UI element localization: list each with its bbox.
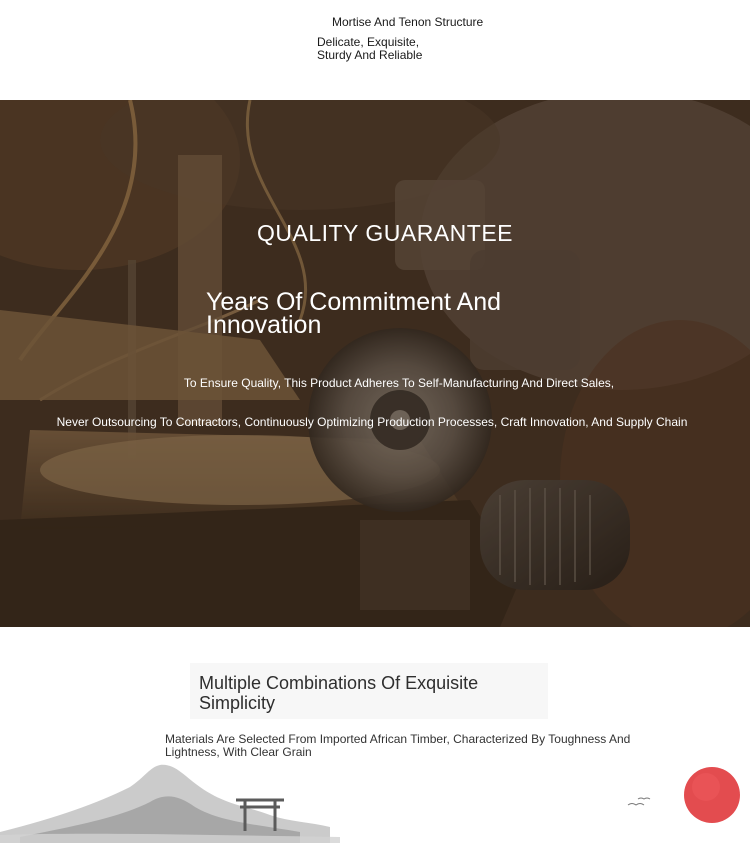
commitment-title xyxy=(206,288,566,339)
combinations-title xyxy=(199,673,539,713)
quality-description-line-2: Never Outsourcing To Contractors, Continuously Optimizing Production Processes, Craft Innovation, And Supply Chain xyxy=(56,415,688,429)
combinations-title-line-2: Simplicity xyxy=(199,693,276,713)
quality-guarantee-heading: QUALITY GUARANTEE xyxy=(256,220,514,246)
structure-title: Mortise And Tenon Structure xyxy=(332,15,484,29)
structure-subtitle-line-2: Sturdy And Reliable xyxy=(317,48,423,62)
combinations-section xyxy=(0,627,750,843)
materials-description-line-2: Lightness, With Clear Grain xyxy=(165,745,312,759)
hero-dark-overlay xyxy=(0,100,750,627)
structure-subtitle-line-1: Delicate, Exquisite, xyxy=(317,35,420,49)
quality-hero-banner xyxy=(0,100,750,627)
top-section xyxy=(0,0,750,100)
materials-description-line-1: Materials Are Selected From Imported African Timber, Characterized By Toughness And xyxy=(165,732,631,746)
quality-description-line-1: To Ensure Quality, This Product Adheres To Self-Manufacturing And Direct Sales, xyxy=(183,376,615,390)
structure-subtitle xyxy=(317,36,457,62)
commitment-title-line-1: Years Of Commitment And xyxy=(206,288,502,316)
combinations-title-line-1: Multiple Combinations Of Exquisite xyxy=(199,673,479,693)
materials-description xyxy=(165,733,655,759)
commitment-title-line-2: Innovation xyxy=(206,311,322,339)
